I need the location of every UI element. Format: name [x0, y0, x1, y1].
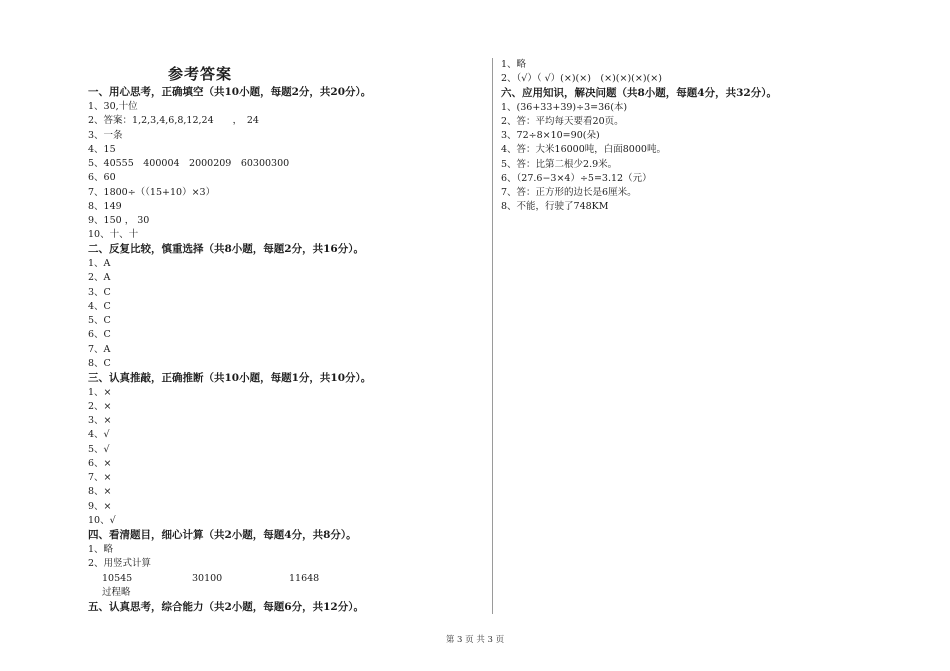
answer-line: 4、√: [88, 429, 110, 440]
answer-line: 2、答案：1,2,3,4,6,8,12,24 ， 24: [88, 115, 259, 126]
answer-line: 2、用竖式计算: [88, 558, 152, 569]
answer-line: 5、40555 400004 2000209 60300300: [88, 158, 290, 169]
answer-line: 7、×: [88, 472, 112, 483]
calc-result: 11648: [289, 573, 320, 584]
answer-line: 9、×: [88, 501, 112, 512]
answer-line: 2、×: [88, 401, 112, 412]
answer-line: 2、（√）（ √）(×)(×) (×)(×)(×)(×): [501, 73, 662, 84]
answer-line: 3、×: [88, 415, 112, 426]
answer-line: 1、(36+33+39)÷3=36(本): [501, 102, 628, 113]
section-4-heading: 四、看清题目，细心计算（共2小题，每题4分，共8分）。: [88, 529, 357, 541]
calc-result: 10545: [102, 573, 133, 584]
answer-line: 4、15: [88, 144, 116, 155]
answer-line: 1、略: [501, 59, 527, 70]
answer-line: 10、√: [88, 515, 116, 526]
page-title: 参考答案: [168, 65, 233, 83]
answer-line: 7、A: [88, 344, 111, 355]
answer-line: 2、答：平均每天要看20页。: [501, 116, 624, 127]
answer-line: 6、×: [88, 458, 112, 469]
process-note: 过程略: [102, 587, 131, 598]
answer-line: 3、72÷8×10=90(朵): [501, 130, 600, 141]
answer-line: 5、C: [88, 315, 111, 326]
section-6-heading: 六、应用知识，解决问题（共8小题，每题4分，共32分）。: [501, 87, 777, 99]
answer-line: 1、A: [88, 258, 111, 269]
answer-line: 3、一条: [88, 130, 123, 141]
answer-line: 6、60: [88, 172, 116, 183]
answer-line: 8、不能，行驶了748KM: [501, 201, 609, 212]
answer-line: 8、C: [88, 358, 111, 369]
column-divider: [492, 58, 493, 614]
answer-line: 3、C: [88, 287, 111, 298]
answer-line: 4、C: [88, 301, 111, 312]
answer-line: 9、150 ， 30: [88, 215, 150, 226]
section-2-heading: 二、反复比较，慎重选择（共8小题，每题2分，共16分）。: [88, 243, 364, 255]
answer-line: 6、C: [88, 329, 111, 340]
answer-line: 5、答：比第二根少2.9米。: [501, 159, 618, 170]
section-3-heading: 三、认真推敲，正确推断（共10小题，每题1分，共10分）。: [88, 372, 372, 384]
answer-line: 6、（27.6−3×4）÷5=3.12（元）: [501, 173, 652, 184]
answer-line: 5、√: [88, 444, 110, 455]
calc-result: 30100: [192, 573, 223, 584]
answer-line: 1、×: [88, 387, 112, 398]
answer-line: 10、十、十: [88, 229, 139, 240]
answer-line: 4、答：大米16000吨，白面8000吨。: [501, 144, 666, 155]
answer-line: 1、30,十位: [88, 101, 138, 112]
answer-line: 7、答：正方形的边长是6厘米。: [501, 187, 637, 198]
section-1-heading: 一、用心思考，正确填空（共10小题，每题2分，共20分）。: [88, 86, 372, 98]
answer-line: 2、A: [88, 272, 111, 283]
answer-line: 8、149: [88, 201, 122, 212]
answer-line: 7、1800÷（（15+10）×3）: [88, 187, 216, 198]
answer-line: 8、×: [88, 486, 112, 497]
answer-line: 1、略: [88, 544, 114, 555]
section-5-heading: 五、认真思考，综合能力（共2小题，每题6分，共12分）。: [88, 601, 364, 613]
page-footer: 第 3 页 共 3 页: [445, 635, 505, 645]
